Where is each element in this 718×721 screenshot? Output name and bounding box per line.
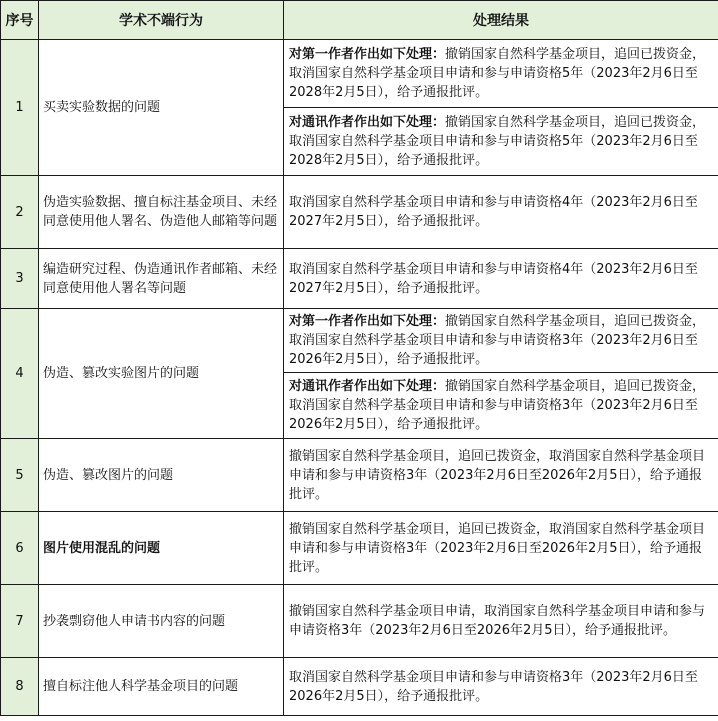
row-result: [284, 40, 718, 108]
table-row: [1, 40, 718, 108]
table-row: [1, 512, 718, 585]
result-bold: 对第一作者作出如下处理：: [289, 314, 446, 329]
result-text: 撤销国家自然科学基金项目，追回已拨资金，取消国家自然科学基金项目申请和参与申请资格3年（2023年2月6日至2026年2月5日），给予通报批评。: [289, 379, 706, 432]
row-result: [284, 309, 718, 373]
row-num: 6: [1, 512, 39, 585]
row-behavior: 抄袭剽窃他人申请书内容的问题: [39, 585, 284, 658]
row-result: [284, 108, 718, 176]
row-behavior: 伪造实验数据、擅自标注基金项目、未经同意使用他人署名、伪造他人邮箱等问题: [39, 176, 284, 249]
row-result: [284, 249, 718, 309]
result-text: 取消国家自然科学基金项目申请和参与申请资格4年（2023年2月6日至2027年2月5日），给予通报批评。: [289, 261, 698, 296]
result-text: 撤销国家自然科学基金项目，追回已拨资金，取消国家自然科学基金项目申请和参与申请资格3年（2023年2月6日至2026年2月5日），给予通报批评。: [289, 314, 706, 367]
table-row: [1, 658, 718, 716]
header-num: 序号: [1, 1, 39, 40]
row-num: 1: [1, 40, 39, 176]
row-num: 5: [1, 439, 39, 512]
result-text: 撤销国家自然科学基金项目申请，取消国家自然科学基金项目申请和参与申请资格3年（2023年2月6日至2026年2月5日），给予通报批评。: [289, 604, 706, 638]
result-text: 取消国家自然科学基金项目申请和参与申请资格4年（2023年2月6日至2027年2月5日），给予通报批评。: [289, 195, 698, 229]
row-num: 7: [1, 585, 39, 658]
row-num: 2: [1, 176, 39, 249]
result-text: 取消国家自然科学基金项目申请和参与申请资格3年（2023年2月6日至2026年2月5日），给予通报批评。: [289, 669, 698, 704]
result-text: 撤销国家自然科学基金项目，追回已拨资金，取消国家自然科学基金项目申请和参与申请资格3年（2023年2月6日至2026年2月5日），给予通报批评。: [289, 448, 706, 502]
row-behavior: 编造研究过程、伪造通讯作者邮箱、未经同意使用他人署名等问题: [39, 249, 284, 309]
row-result: [284, 439, 718, 512]
row-behavior: 图片使用混乱的问题: [39, 512, 284, 585]
row-num: 3: [1, 249, 39, 309]
table-row: [1, 309, 718, 373]
row-num: 4: [1, 309, 39, 439]
row-result: [284, 512, 718, 585]
row-behavior: 伪造、篡改实验图片的问题: [39, 309, 284, 439]
table-row: [1, 249, 718, 309]
header-behavior: 学术不端行为: [39, 1, 284, 40]
result-text: 撤销国家自然科学基金项目，追回已拨资金，取消国家自然科学基金项目申请和参与申请资格5年（2023年2月6日至2028年2月5日），给予通报批评。: [289, 47, 706, 100]
row-behavior: 伪造、篡改图片的问题: [39, 439, 284, 512]
result-bold: 对通讯作者作出如下处理：: [289, 379, 446, 394]
result-text: 撤销国家自然科学基金项目，追回已拨资金，取消国家自然科学基金项目申请和参与申请资格3年（2023年2月6日至2026年2月5日），给予通报批评。: [289, 521, 706, 575]
row-num: 8: [1, 658, 39, 716]
row-result: [284, 585, 718, 658]
row-result: [284, 373, 718, 439]
header-row: [1, 1, 718, 40]
table-row: [1, 585, 718, 658]
table-row: [1, 176, 718, 249]
row-behavior: 擅自标注他人科学基金项目的问题: [39, 658, 284, 716]
header-result: 处理结果: [284, 1, 718, 40]
table-row: [1, 439, 718, 512]
result-bold: 对第一作者作出如下处理：: [289, 47, 446, 62]
result-bold: 对通讯作者作出如下处理：: [289, 115, 446, 130]
result-text: 撤销国家自然科学基金项目，追回已拨资金，取消国家自然科学基金项目申请和参与申请资格5年（2023年2月6日至2028年2月5日），给予通报批评。: [289, 115, 706, 168]
row-result: [284, 176, 718, 249]
row-result: [284, 658, 718, 716]
row-behavior: 买卖实验数据的问题: [39, 40, 284, 176]
